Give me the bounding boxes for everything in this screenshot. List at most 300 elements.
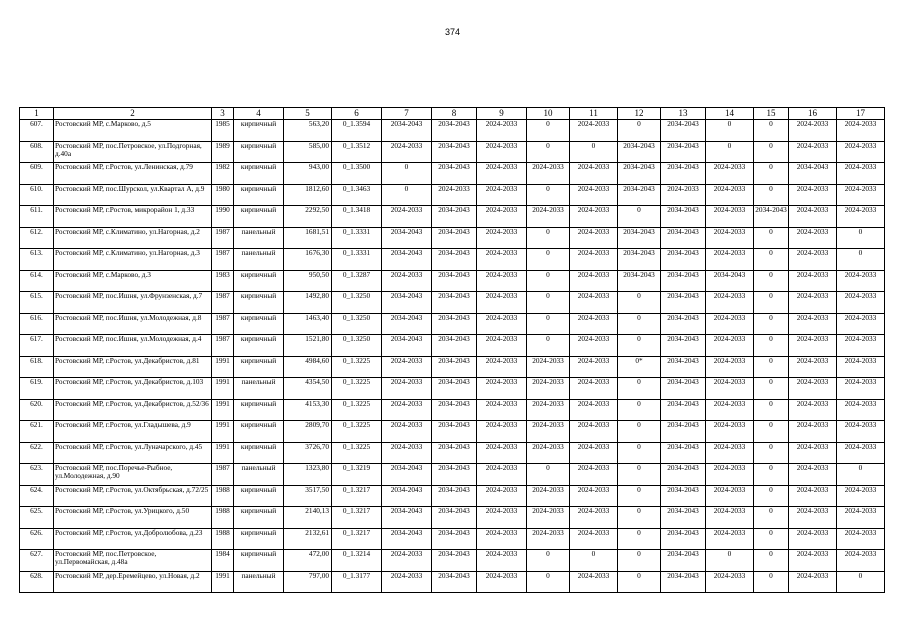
col-7-cell: 2034-2043 — [382, 485, 432, 507]
house-code-cell: 0_1.3225 — [332, 378, 382, 400]
build-year-cell: 1988 — [212, 528, 234, 550]
col-7-cell: 2024-2033 — [382, 356, 432, 378]
build-year-cell: 1991 — [212, 442, 234, 464]
total-area-cell: 585,00 — [284, 141, 332, 163]
build-year-cell: 1989 — [212, 141, 234, 163]
col-10-cell: 0 — [527, 464, 570, 486]
total-area-cell: 472,00 — [284, 550, 332, 572]
col-15-cell: 2034-2043 — [754, 206, 789, 228]
col-17-cell: 2024-2033 — [837, 292, 885, 314]
build-year-cell: 1984 — [212, 550, 234, 572]
column-header-14: 14 — [706, 108, 754, 120]
col-15-cell: 0 — [754, 485, 789, 507]
total-area-cell: 4153,30 — [284, 399, 332, 421]
col-7-cell: 2024-2033 — [382, 141, 432, 163]
build-year-cell: 1987 — [212, 335, 234, 357]
col-10-cell: 0 — [527, 292, 570, 314]
wall-material-cell: кирпичный — [234, 163, 284, 185]
row-number-cell: 620. — [20, 399, 54, 421]
col-12-cell: 2034-2043 — [618, 141, 661, 163]
house-code-cell: 0_1.3225 — [332, 421, 382, 443]
col-9-cell: 2024-2033 — [477, 335, 527, 357]
row-number-cell: 625. — [20, 507, 54, 529]
col-17-cell: 2024-2033 — [837, 442, 885, 464]
col-16-cell: 2024-2033 — [789, 399, 837, 421]
table-row — [20, 120, 885, 142]
address-cell: Ростовский МР, с.Марково, д.5 — [54, 120, 212, 142]
col-16-cell: 2024-2033 — [789, 464, 837, 486]
col-13-cell: 2034-2043 — [661, 571, 706, 593]
table-row — [20, 507, 885, 529]
row-number-cell: 618. — [20, 356, 54, 378]
wall-material-cell: кирпичный — [234, 507, 284, 529]
build-year-cell: 1987 — [212, 292, 234, 314]
wall-material-cell: кирпичный — [234, 356, 284, 378]
col-17-cell: 2024-2033 — [837, 270, 885, 292]
house-code-cell: 0_1.3287 — [332, 270, 382, 292]
col-8-cell: 2034-2043 — [432, 571, 477, 593]
total-area-cell: 563,20 — [284, 120, 332, 142]
col-16-cell: 2024-2033 — [789, 442, 837, 464]
row-number-cell: 612. — [20, 227, 54, 249]
col-13-cell: 2034-2043 — [661, 399, 706, 421]
col-8-cell: 2034-2043 — [432, 206, 477, 228]
col-8-cell: 2034-2043 — [432, 292, 477, 314]
col-14-cell: 2034-2043 — [706, 270, 754, 292]
total-area-cell: 1681,51 — [284, 227, 332, 249]
col-17-cell: 0 — [837, 227, 885, 249]
total-area-cell: 1463,40 — [284, 313, 332, 335]
col-10-cell: 2024-2033 — [527, 421, 570, 443]
col-9-cell: 2024-2033 — [477, 270, 527, 292]
col-13-cell: 2034-2043 — [661, 270, 706, 292]
row-number-cell: 608. — [20, 141, 54, 163]
col-13-cell: 2034-2043 — [661, 356, 706, 378]
col-17-cell: 2024-2033 — [837, 550, 885, 572]
build-year-cell: 1987 — [212, 464, 234, 486]
col-17-cell: 2024-2033 — [837, 120, 885, 142]
col-14-cell: 2024-2033 — [706, 356, 754, 378]
col-11-cell: 2024-2033 — [570, 335, 618, 357]
col-10-cell: 2024-2033 — [527, 507, 570, 529]
build-year-cell: 1987 — [212, 313, 234, 335]
row-number-cell: 621. — [20, 421, 54, 443]
table-row — [20, 184, 885, 206]
wall-material-cell: кирпичный — [234, 550, 284, 572]
housing-table — [19, 107, 885, 593]
table-row — [20, 571, 885, 593]
col-13-cell: 2034-2043 — [661, 378, 706, 400]
col-17-cell: 2024-2033 — [837, 378, 885, 400]
address-cell: Ростовский МР, пос.Ишня, ул.Молодежная, д.8 — [54, 313, 212, 335]
col-15-cell: 0 — [754, 249, 789, 271]
col-16-cell: 2034-2043 — [789, 163, 837, 185]
col-14-cell: 0 — [706, 120, 754, 142]
col-8-cell: 2034-2043 — [432, 528, 477, 550]
build-year-cell: 1991 — [212, 421, 234, 443]
col-16-cell: 2024-2033 — [789, 528, 837, 550]
row-number-cell: 616. — [20, 313, 54, 335]
col-16-cell: 2024-2033 — [789, 292, 837, 314]
col-8-cell: 2034-2043 — [432, 335, 477, 357]
row-number-cell: 627. — [20, 550, 54, 572]
table-row — [20, 550, 885, 572]
house-code-cell: 0_1.3217 — [332, 485, 382, 507]
house-code-cell: 0_1.3219 — [332, 464, 382, 486]
col-11-cell: 2024-2033 — [570, 485, 618, 507]
row-number-cell: 623. — [20, 464, 54, 486]
col-7-cell: 2034-2043 — [382, 249, 432, 271]
col-16-cell: 2024-2033 — [789, 485, 837, 507]
address-cell: Ростовский МР, пос.Ишня, ул.Фрунзенская, д.7 — [54, 292, 212, 314]
col-11-cell: 2024-2033 — [570, 120, 618, 142]
column-header-2: 2 — [54, 108, 212, 120]
address-cell: Ростовский МР, пос.Петровское, ул.Первомайская, д.48а — [54, 550, 212, 572]
col-14-cell: 2024-2033 — [706, 313, 754, 335]
total-area-cell: 943,00 — [284, 163, 332, 185]
col-15-cell: 0 — [754, 292, 789, 314]
address-cell: Ростовский МР, пос.Шурскол, ул.Квартал А, д.9 — [54, 184, 212, 206]
col-9-cell: 2024-2033 — [477, 550, 527, 572]
address-cell: Ростовский МР, с.Марково, д.3 — [54, 270, 212, 292]
col-13-cell: 2034-2043 — [661, 249, 706, 271]
col-12-cell: 2034-2043 — [618, 249, 661, 271]
col-7-cell: 0 — [382, 163, 432, 185]
col-16-cell: 2024-2033 — [789, 141, 837, 163]
col-8-cell: 2034-2043 — [432, 421, 477, 443]
col-15-cell: 0 — [754, 356, 789, 378]
col-8-cell: 2034-2043 — [432, 464, 477, 486]
col-17-cell: 0 — [837, 464, 885, 486]
row-number-cell: 609. — [20, 163, 54, 185]
col-16-cell: 2024-2033 — [789, 313, 837, 335]
col-14-cell: 0 — [706, 141, 754, 163]
address-cell: Ростовский МР, с.Климатино, ул.Нагорная, д.3 — [54, 249, 212, 271]
col-15-cell: 0 — [754, 464, 789, 486]
house-code-cell: 0_1.3512 — [332, 141, 382, 163]
col-7-cell: 2024-2033 — [382, 442, 432, 464]
header-row — [20, 108, 885, 120]
column-header-1: 1 — [20, 108, 54, 120]
wall-material-cell: кирпичный — [234, 528, 284, 550]
col-9-cell: 2024-2033 — [477, 206, 527, 228]
row-number-cell: 610. — [20, 184, 54, 206]
col-17-cell: 2024-2033 — [837, 356, 885, 378]
col-7-cell: 2024-2033 — [382, 550, 432, 572]
col-9-cell: 2024-2033 — [477, 184, 527, 206]
total-area-cell: 2132,61 — [284, 528, 332, 550]
build-year-cell: 1987 — [212, 249, 234, 271]
wall-material-cell: панельный — [234, 464, 284, 486]
col-15-cell: 0 — [754, 335, 789, 357]
address-cell: Ростовский МР, г.Ростов, ул.Октябрьская, д.72/25 — [54, 485, 212, 507]
col-10-cell: 2024-2033 — [527, 356, 570, 378]
col-17-cell: 2024-2033 — [837, 184, 885, 206]
col-9-cell: 2024-2033 — [477, 227, 527, 249]
col-11-cell: 2024-2033 — [570, 292, 618, 314]
row-number-cell: 622. — [20, 442, 54, 464]
house-code-cell: 0_1.3250 — [332, 313, 382, 335]
col-16-cell: 2024-2033 — [789, 378, 837, 400]
col-14-cell: 2024-2033 — [706, 442, 754, 464]
col-12-cell: 0 — [618, 378, 661, 400]
table-row — [20, 270, 885, 292]
col-12-cell: 0 — [618, 550, 661, 572]
address-cell: Ростовский МР, г.Ростов, ул.Декабристов, д.81 — [54, 356, 212, 378]
build-year-cell: 1988 — [212, 507, 234, 529]
wall-material-cell: кирпичный — [234, 421, 284, 443]
table-row — [20, 206, 885, 228]
col-8-cell: 2034-2043 — [432, 163, 477, 185]
wall-material-cell: кирпичный — [234, 184, 284, 206]
address-cell: Ростовский МР, г.Ростов, ул.Гладышева, д.9 — [54, 421, 212, 443]
col-13-cell: 2034-2043 — [661, 421, 706, 443]
col-12-cell: 0 — [618, 485, 661, 507]
col-9-cell: 2024-2033 — [477, 507, 527, 529]
col-14-cell: 2024-2033 — [706, 528, 754, 550]
column-header-8: 8 — [432, 108, 477, 120]
col-17-cell: 2024-2033 — [837, 335, 885, 357]
col-9-cell: 2024-2033 — [477, 120, 527, 142]
table-row — [20, 464, 885, 486]
column-header-4: 4 — [234, 108, 284, 120]
column-header-10: 10 — [527, 108, 570, 120]
wall-material-cell: кирпичный — [234, 141, 284, 163]
col-9-cell: 2024-2033 — [477, 292, 527, 314]
col-15-cell: 0 — [754, 421, 789, 443]
address-cell: Ростовский МР, пос.Поречье-Рыбное, ул.Молодежная, д.90 — [54, 464, 212, 486]
col-9-cell: 2024-2033 — [477, 163, 527, 185]
col-11-cell: 0 — [570, 550, 618, 572]
table-row — [20, 442, 885, 464]
total-area-cell: 2140,13 — [284, 507, 332, 529]
build-year-cell: 1991 — [212, 571, 234, 593]
total-area-cell: 3517,50 — [284, 485, 332, 507]
wall-material-cell: кирпичный — [234, 313, 284, 335]
col-7-cell: 2034-2043 — [382, 227, 432, 249]
col-14-cell: 2024-2033 — [706, 335, 754, 357]
col-7-cell: 2024-2033 — [382, 378, 432, 400]
col-11-cell: 2024-2033 — [570, 399, 618, 421]
col-7-cell: 2034-2043 — [382, 292, 432, 314]
col-9-cell: 2024-2033 — [477, 356, 527, 378]
col-10-cell: 0 — [527, 335, 570, 357]
col-13-cell: 2034-2043 — [661, 163, 706, 185]
col-8-cell: 2034-2043 — [432, 378, 477, 400]
col-7-cell: 2034-2043 — [382, 507, 432, 529]
col-9-cell: 2024-2033 — [477, 421, 527, 443]
wall-material-cell: кирпичный — [234, 292, 284, 314]
col-8-cell: 2034-2043 — [432, 485, 477, 507]
table-row — [20, 227, 885, 249]
address-cell: Ростовский МР, г.Ростов, ул.Декабристов, д.103 — [54, 378, 212, 400]
table-row — [20, 313, 885, 335]
row-number-cell: 624. — [20, 485, 54, 507]
col-8-cell: 2034-2043 — [432, 399, 477, 421]
col-11-cell: 2024-2033 — [570, 227, 618, 249]
column-header-17: 17 — [837, 108, 885, 120]
column-header-13: 13 — [661, 108, 706, 120]
col-17-cell: 2024-2033 — [837, 163, 885, 185]
wall-material-cell: панельный — [234, 249, 284, 271]
col-7-cell: 2024-2033 — [382, 421, 432, 443]
house-code-cell: 0_1.3331 — [332, 227, 382, 249]
wall-material-cell: кирпичный — [234, 335, 284, 357]
col-8-cell: 2024-2033 — [432, 184, 477, 206]
col-17-cell: 2024-2033 — [837, 507, 885, 529]
col-15-cell: 0 — [754, 184, 789, 206]
row-number-cell: 615. — [20, 292, 54, 314]
address-cell: Ростовский МР, с.Климатино, ул.Нагорная, д.2 — [54, 227, 212, 249]
col-13-cell: 2024-2033 — [661, 184, 706, 206]
house-code-cell: 0_1.3214 — [332, 550, 382, 572]
table-row — [20, 335, 885, 357]
col-13-cell: 2034-2043 — [661, 206, 706, 228]
col-12-cell: 0 — [618, 571, 661, 593]
col-10-cell: 2024-2033 — [527, 442, 570, 464]
house-code-cell: 0_1.3500 — [332, 163, 382, 185]
col-12-cell: 2034-2043 — [618, 184, 661, 206]
col-8-cell: 2034-2043 — [432, 227, 477, 249]
col-10-cell: 0 — [527, 141, 570, 163]
col-14-cell: 2024-2033 — [706, 184, 754, 206]
col-13-cell: 2034-2043 — [661, 550, 706, 572]
col-15-cell: 0 — [754, 528, 789, 550]
address-cell: Ростовский МР, г.Ростов, ул.Добролюбова, д.23 — [54, 528, 212, 550]
col-10-cell: 2024-2033 — [527, 485, 570, 507]
house-code-cell: 0_1.3250 — [332, 335, 382, 357]
col-13-cell: 2034-2043 — [661, 485, 706, 507]
table-row — [20, 292, 885, 314]
house-code-cell: 0_1.3217 — [332, 528, 382, 550]
col-9-cell: 2024-2033 — [477, 378, 527, 400]
column-header-16: 16 — [789, 108, 837, 120]
col-12-cell: 0 — [618, 528, 661, 550]
total-area-cell: 3726,70 — [284, 442, 332, 464]
col-15-cell: 0 — [754, 313, 789, 335]
col-10-cell: 0 — [527, 227, 570, 249]
wall-material-cell: панельный — [234, 571, 284, 593]
col-17-cell: 2024-2033 — [837, 421, 885, 443]
table-row — [20, 399, 885, 421]
address-cell: Ростовский МР, г.Ростов, ул.Луначарского, д.45 — [54, 442, 212, 464]
col-17-cell: 2024-2033 — [837, 528, 885, 550]
col-17-cell: 2024-2033 — [837, 399, 885, 421]
col-10-cell: 0 — [527, 249, 570, 271]
col-14-cell: 2024-2033 — [706, 163, 754, 185]
page-number: 374 — [444, 27, 461, 37]
table-body — [20, 120, 885, 593]
house-code-cell: 0_1.3225 — [332, 399, 382, 421]
wall-material-cell: панельный — [234, 378, 284, 400]
col-14-cell: 2024-2033 — [706, 378, 754, 400]
col-13-cell: 2034-2043 — [661, 292, 706, 314]
build-year-cell: 1980 — [212, 184, 234, 206]
col-16-cell: 2024-2033 — [789, 571, 837, 593]
total-area-cell: 4354,50 — [284, 378, 332, 400]
total-area-cell: 2809,70 — [284, 421, 332, 443]
total-area-cell: 1812,60 — [284, 184, 332, 206]
col-10-cell: 2024-2033 — [527, 399, 570, 421]
address-cell: Ростовский МР, г.Ростов, ул.Ленинская, д.79 — [54, 163, 212, 185]
col-13-cell: 2034-2043 — [661, 335, 706, 357]
col-11-cell: 2024-2033 — [570, 571, 618, 593]
col-12-cell: 0 — [618, 399, 661, 421]
row-number-cell: 617. — [20, 335, 54, 357]
column-header-9: 9 — [477, 108, 527, 120]
col-11-cell: 2024-2033 — [570, 528, 618, 550]
col-15-cell: 0 — [754, 227, 789, 249]
address-cell: Ростовский МР, пос.Петровское, ул.Подгорная, д.40а — [54, 141, 212, 163]
build-year-cell: 1991 — [212, 378, 234, 400]
col-14-cell: 2024-2033 — [706, 227, 754, 249]
col-7-cell: 0 — [382, 184, 432, 206]
col-16-cell: 2024-2033 — [789, 120, 837, 142]
col-14-cell: 2024-2033 — [706, 399, 754, 421]
col-17-cell: 2024-2033 — [837, 485, 885, 507]
row-number-cell: 628. — [20, 571, 54, 593]
row-number-cell: 607. — [20, 120, 54, 142]
house-code-cell: 0_1.3225 — [332, 442, 382, 464]
column-header-3: 3 — [212, 108, 234, 120]
build-year-cell: 1991 — [212, 356, 234, 378]
col-11-cell: 2024-2033 — [570, 356, 618, 378]
total-area-cell: 4984,60 — [284, 356, 332, 378]
row-number-cell: 613. — [20, 249, 54, 271]
col-11-cell: 2024-2033 — [570, 313, 618, 335]
col-14-cell: 0 — [706, 550, 754, 572]
col-8-cell: 2034-2043 — [432, 356, 477, 378]
col-9-cell: 2024-2033 — [477, 571, 527, 593]
col-7-cell: 2024-2033 — [382, 571, 432, 593]
column-header-6: 6 — [332, 108, 382, 120]
table-row — [20, 421, 885, 443]
col-16-cell: 2024-2033 — [789, 421, 837, 443]
col-14-cell: 2024-2033 — [706, 507, 754, 529]
col-10-cell: 2024-2033 — [527, 206, 570, 228]
col-10-cell: 2024-2033 — [527, 163, 570, 185]
col-9-cell: 2024-2033 — [477, 442, 527, 464]
house-code-cell: 0_1.3217 — [332, 507, 382, 529]
table-row — [20, 141, 885, 163]
col-7-cell: 2024-2033 — [382, 399, 432, 421]
col-15-cell: 0 — [754, 399, 789, 421]
col-13-cell: 2034-2043 — [661, 464, 706, 486]
col-14-cell: 2024-2033 — [706, 464, 754, 486]
col-15-cell: 0 — [754, 270, 789, 292]
table-row — [20, 378, 885, 400]
col-15-cell: 0 — [754, 378, 789, 400]
col-13-cell: 2034-2043 — [661, 507, 706, 529]
col-9-cell: 2024-2033 — [477, 485, 527, 507]
col-8-cell: 2034-2043 — [432, 120, 477, 142]
table-row — [20, 356, 885, 378]
table-row — [20, 163, 885, 185]
col-15-cell: 0 — [754, 120, 789, 142]
table-row — [20, 485, 885, 507]
col-7-cell: 2024-2033 — [382, 206, 432, 228]
col-8-cell: 2034-2043 — [432, 550, 477, 572]
col-7-cell: 2034-2043 — [382, 313, 432, 335]
col-14-cell: 2024-2033 — [706, 571, 754, 593]
col-12-cell: 0 — [618, 120, 661, 142]
wall-material-cell: кирпичный — [234, 485, 284, 507]
total-area-cell: 2292,50 — [284, 206, 332, 228]
col-13-cell: 2034-2043 — [661, 227, 706, 249]
build-year-cell: 1982 — [212, 163, 234, 185]
table-row — [20, 249, 885, 271]
col-8-cell: 2034-2043 — [432, 442, 477, 464]
